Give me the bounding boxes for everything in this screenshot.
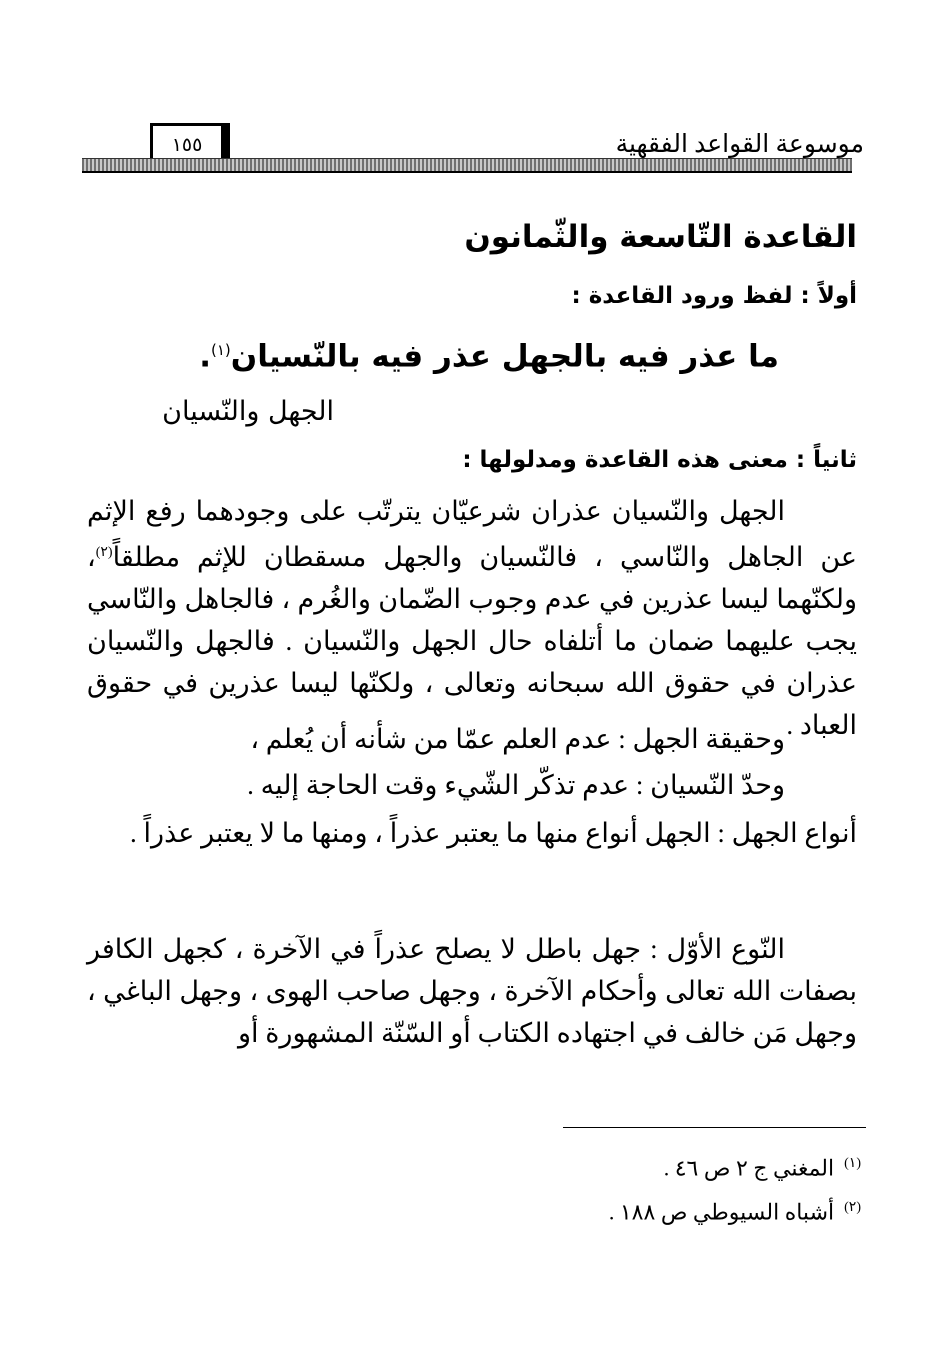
- footnote-text: المغني ج ٢ ص ٤٦ .: [663, 1155, 835, 1181]
- paragraph-meaning-part1: الجهل والنّسيان عذران شرعيّان يترتّب على وجودهما رفع الإثم عن الجاهل والنّاسي ، فالنّسيان والجهل مسقطان للإثم مطلقاً: [87, 496, 857, 572]
- paragraph-definition-ignorance: وحقيقة الجهل : عدم العلم عمّا من شأنه أن يُعلم ،: [250, 724, 785, 754]
- footnote-mark: (١): [210, 341, 231, 359]
- footnote-2: [341, 1192, 861, 1228]
- paragraph-definition-forgetfulness: وحدّ النّسيان : عدم تذكّر الشّيء وقت الحاجة إليه .: [247, 770, 785, 800]
- paragraph-meaning: [87, 490, 857, 746]
- footnote-text: أشباه السيوطي ص ١٨٨ .: [608, 1199, 835, 1225]
- rule-heading: القاعدة التّاسعة والثّمانون: [464, 219, 857, 255]
- footnote-1: [341, 1148, 861, 1184]
- rule-statement-text: ما عذر فيه بالجهل عذر فيه بالنّسيان: [230, 338, 779, 375]
- running-header-title: موسوعة القواعد الفقهية: [615, 131, 864, 158]
- first-section-heading: أولاً : لفظ ورود القاعدة :: [571, 283, 857, 309]
- page-number-box: ١٥٥: [150, 123, 230, 167]
- calligraphy-line: الجهل والنّسيان: [162, 396, 334, 427]
- footnote-divider: [563, 1127, 866, 1128]
- rule-statement-end: .: [199, 338, 211, 375]
- second-section-heading: ثانياً : معنى هذه القاعدة ومدلولها :: [462, 447, 857, 473]
- paragraph-first-type: النّوع الأوّل : جهل باطل لا يصلح عذراً في الآخرة ، كجهل الكافر بصفات الله تعالى وأحكام الآخرة ، وجهل صاحب الهوى ، وجهل الباغي ، وجهل مَن خالف في اجتهاده الكتاب أو السّنّة المشهورة أو: [87, 934, 857, 1048]
- footnote-mark: (٢): [844, 1200, 861, 1215]
- footnote-mark: (٢): [95, 545, 113, 560]
- footnote-mark: (١): [844, 1156, 861, 1171]
- paragraph-meaning-part2: ، ولكنّهما ليسا عذرين في عدم وجوب الضّمان والغُرم ، فالجاهل والنّاسي يجب عليهما ضمان ما أتلفاه حال الجهل والنّسيان . فالجهل والنّسيان عذران في حقوق الله سبحانه وتعالى ، ولكنّها ليسا عذرين في حقوق العباد .: [87, 542, 857, 740]
- rule-statement: [99, 325, 779, 381]
- paragraph-types-of-ignorance: أنواع الجهل : الجهل أنواع منها ما يعتبر عذراً ، ومنها ما لا يعتبر عذراً .: [130, 818, 857, 848]
- header-divider: [82, 158, 852, 173]
